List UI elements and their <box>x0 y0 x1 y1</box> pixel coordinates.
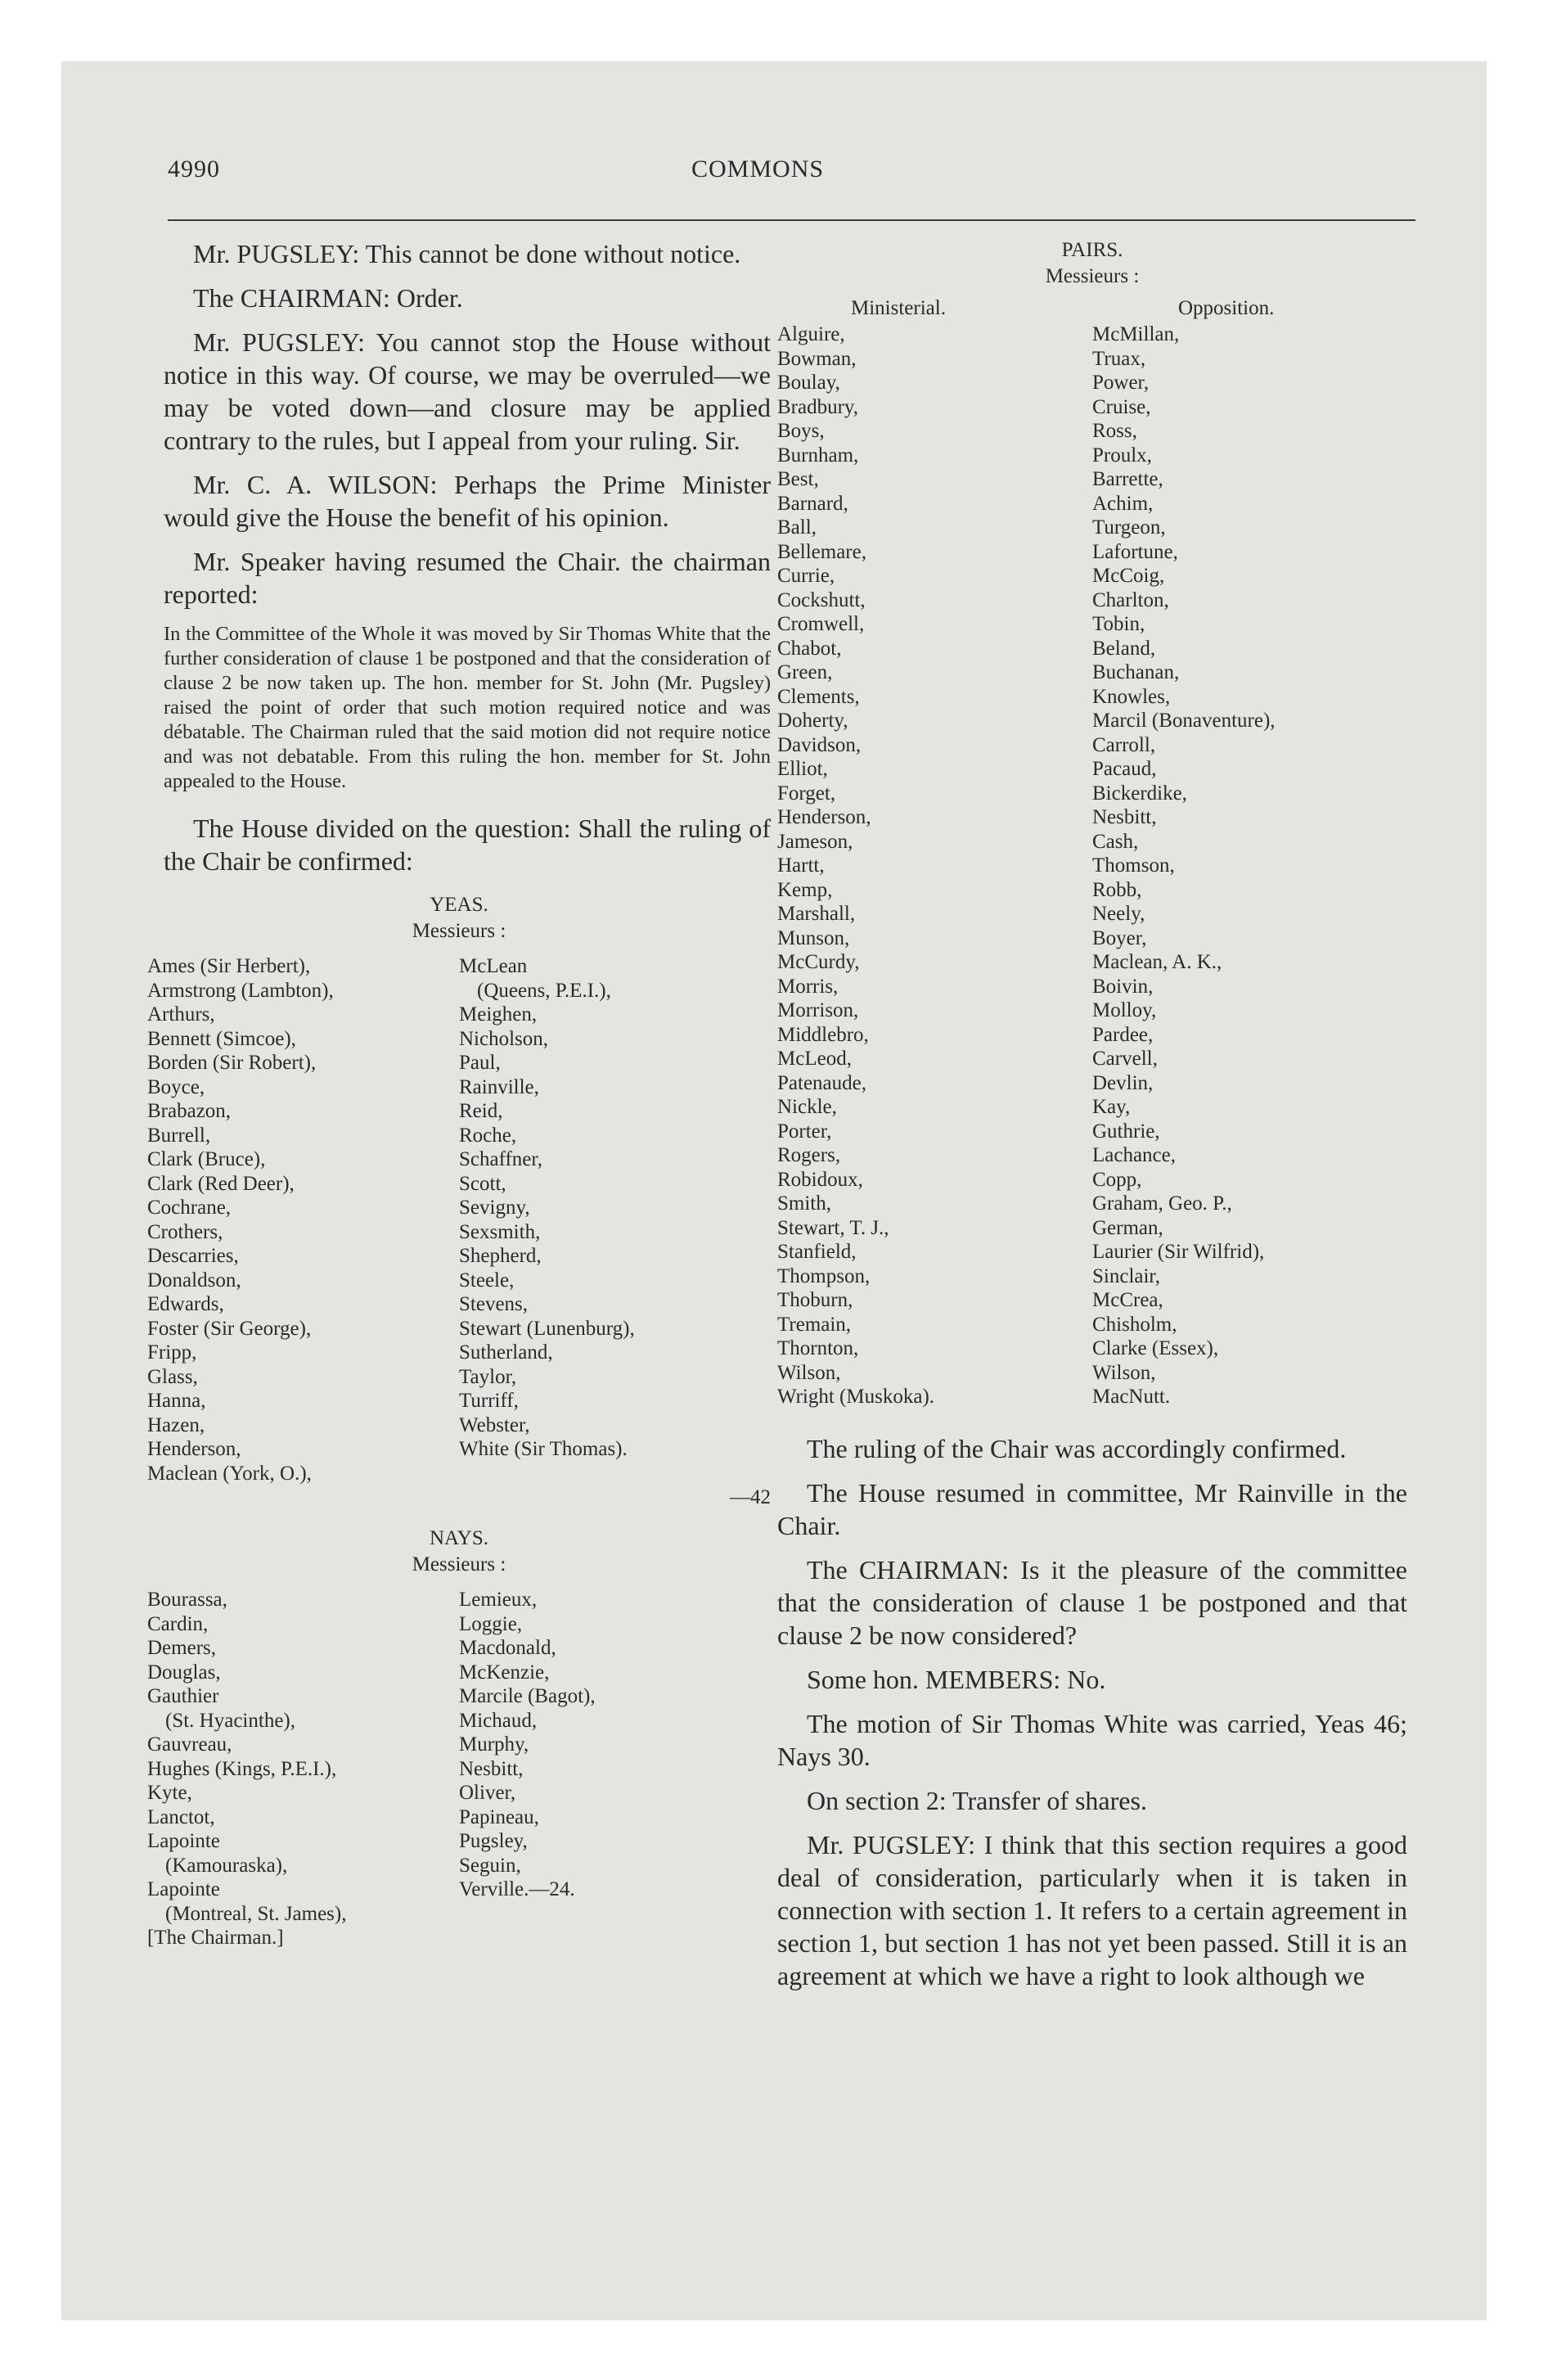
yea-member: Stewart (Lunenburg), <box>459 1317 635 1340</box>
opposition-member: Devlin, <box>1092 1071 1154 1094</box>
ministerial-member: Jameson, <box>777 830 853 853</box>
ministerial-label: Ministerial. <box>851 297 946 319</box>
yeas-list <box>147 954 771 1485</box>
yea-member: Brabazon, <box>147 1100 232 1122</box>
ministerial-member: Thompson, <box>777 1264 871 1287</box>
nay-member: McKenzie, <box>459 1661 550 1684</box>
ministerial-member: Forget, <box>777 782 836 805</box>
yeas-subheading: Messieurs : <box>412 920 506 942</box>
opposition-member: Lafortune, <box>1092 540 1178 563</box>
ministerial-member: Marshall, <box>777 903 856 925</box>
opposition-member: Boyer, <box>1092 926 1147 949</box>
ministerial-member: Middlebro, <box>777 1023 869 1046</box>
nay-member: [The Chairman.] <box>147 1927 284 1949</box>
opposition-member: Marcil (Bonaventure), <box>1092 710 1276 732</box>
yea-member: Glass, <box>147 1365 198 1388</box>
pairs-list <box>777 322 1407 1409</box>
ministerial-member: Henderson, <box>777 806 871 828</box>
opposition-member: Thomson, <box>1092 854 1175 877</box>
opposition-member: Proulx, <box>1092 444 1152 467</box>
nay-member: (Montreal, St. James), <box>165 1902 347 1925</box>
opposition-member: Copp, <box>1092 1168 1142 1191</box>
ministerial-member: Bowman, <box>777 347 857 370</box>
page-number: 4990 <box>168 156 220 183</box>
header-rule <box>168 219 1415 221</box>
paragraph: The motion of Sir Thomas White was carried, Yeas 46; Nays 30. <box>777 1708 1407 1771</box>
nay-member: Marcile (Bagot), <box>459 1685 596 1707</box>
nay-member: Lemieux, <box>459 1589 538 1611</box>
nay-member: Verville.—24. <box>459 1878 575 1900</box>
right-paragraphs <box>777 1432 1407 1992</box>
right-column <box>777 237 1407 2004</box>
nay-member: Oliver, <box>459 1782 516 1804</box>
yea-member: Boyce, <box>147 1075 205 1098</box>
paragraph: Mr. PUGSLEY: I think that this section requires a good deal of consideration, particularly when it is taken in connection with section 1. It refers to a certain agreement in section 1, but section 1 has not yet been passed. Still it is an agreement at which we have a right to look although we <box>777 1829 1407 1990</box>
ministerial-member: Kemp, <box>777 878 833 901</box>
ministerial-member: McLeod, <box>777 1048 852 1070</box>
yea-member: Foster (Sir George), <box>147 1317 312 1340</box>
yea-member: Meighen, <box>459 1003 538 1025</box>
opposition-member: Boivin, <box>1092 975 1154 998</box>
yea-member <box>459 1462 771 1486</box>
nays-list <box>147 1588 771 1950</box>
paragraph: Mr. PUGSLEY: This cannot be done without notice. <box>193 239 741 268</box>
opposition-member: Wilson, <box>1092 1361 1156 1384</box>
yea-member: Schaffner, <box>459 1148 542 1170</box>
nay-member: Cardin, <box>147 1612 209 1635</box>
yea-member: McLean <box>459 955 528 977</box>
ministerial-member: Best, <box>777 468 819 490</box>
yea-member: Edwards, <box>147 1293 224 1315</box>
paragraph: Mr. C. A. WILSON: Perhaps the Prime Minister would give the House the benefit of his opinion. <box>164 470 771 532</box>
yea-member: Sexsmith, <box>459 1220 541 1243</box>
yea-member: Henderson, <box>147 1438 241 1460</box>
opposition-member: Lachance, <box>1092 1144 1177 1166</box>
nay-member: Douglas, <box>147 1661 221 1684</box>
paragraph: The CHAIRMAN: Order. <box>193 283 463 313</box>
ministerial-member: Porter, <box>777 1120 832 1143</box>
yea-member: Scott, <box>459 1172 506 1195</box>
nays-heading: NAYS. <box>429 1527 489 1549</box>
yea-member: Webster, <box>459 1413 530 1436</box>
opposition-member: Achim, <box>1092 492 1154 515</box>
nay-member: Gauvreau, <box>147 1733 232 1756</box>
opposition-member: Carvell, <box>1092 1048 1158 1070</box>
yea-member: Sevigny, <box>459 1197 530 1219</box>
opposition-member: McMillan, <box>1092 323 1180 345</box>
yea-member: Hanna, <box>147 1390 206 1412</box>
nay-member: Michaud, <box>459 1709 538 1732</box>
yea-member: Bennett (Simcoe), <box>147 1027 296 1050</box>
nay-member: Pugsley, <box>459 1830 528 1852</box>
opposition-member: McCrea, <box>1092 1289 1163 1311</box>
ministerial-member: Cromwell, <box>777 613 865 635</box>
ministerial-member: Morrison, <box>777 999 859 1021</box>
ministerial-member: Alguire, <box>777 323 845 345</box>
opposition-member: German, <box>1092 1216 1163 1239</box>
opposition-member: Laurier (Sir Wilfrid), <box>1092 1241 1265 1263</box>
ministerial-member: Rogers, <box>777 1144 841 1166</box>
nay-member: Nesbitt, <box>459 1757 524 1780</box>
opposition-member: Nesbitt, <box>1092 806 1157 828</box>
yea-member: Steele, <box>459 1269 515 1291</box>
yea-member: Fripp, <box>147 1341 197 1364</box>
nay-member <box>459 1926 771 1950</box>
yea-member: Hazen, <box>147 1413 205 1436</box>
paragraph: On section 2: Transfer of shares. <box>807 1785 1147 1815</box>
opposition-member: Neely, <box>1092 903 1145 925</box>
yea-member: Clark (Bruce), <box>147 1148 266 1170</box>
nay-member: Lapointe <box>147 1830 220 1852</box>
yea-member: Turriff, <box>459 1390 519 1412</box>
opposition-member: Knowles, <box>1092 685 1171 708</box>
ministerial-member: Bellemare, <box>777 540 866 563</box>
ministerial-member: Wright (Muskoka). <box>777 1386 935 1408</box>
pairs-subheading: Messieurs : <box>1045 265 1140 287</box>
opposition-member: Beland, <box>1092 637 1156 660</box>
ministerial-member: Smith, <box>777 1192 831 1215</box>
nay-member: Loggie, <box>459 1612 523 1635</box>
opposition-member: Cruise, <box>1092 395 1151 418</box>
ministerial-member: Clements, <box>777 685 860 708</box>
opposition-member: Guthrie, <box>1092 1120 1160 1143</box>
division-question: The House divided on the question: Shall the ruling of the Chair be confirmed: <box>164 814 771 876</box>
nay-member: (Kamouraska), <box>165 1854 288 1877</box>
opposition-member: Chisholm, <box>1092 1313 1177 1336</box>
ministerial-member: Robidoux, <box>777 1168 863 1191</box>
opposition-member: Turgeon, <box>1092 516 1166 539</box>
ministerial-member: Green, <box>777 661 833 683</box>
paragraph: The ruling of the Chair was accordingly confirmed. <box>807 1433 1347 1463</box>
yeas-total: —42 <box>730 1486 771 1508</box>
ministerial-member: Barnard, <box>777 492 848 515</box>
ministerial-member: Boys, <box>777 420 825 442</box>
ministerial-member: Stewart, T. J., <box>777 1216 889 1239</box>
yea-member: Borden (Sir Robert), <box>147 1052 317 1074</box>
yea-member: Paul, <box>459 1052 501 1074</box>
ministerial-member: Morris, <box>777 975 839 998</box>
yea-member: Roche, <box>459 1124 517 1147</box>
nay-member: Kyte, <box>147 1782 192 1804</box>
opposition-member: McCoig, <box>1092 565 1165 587</box>
ministerial-member: Hartt, <box>777 854 825 877</box>
ministerial-member: Nickle, <box>777 1096 837 1118</box>
running-title: COMMONS <box>691 156 825 183</box>
left-column <box>147 237 771 1950</box>
opposition-member: Carroll, <box>1092 733 1156 756</box>
opposition-member: Cash, <box>1092 830 1139 853</box>
opposition-member: Power, <box>1092 372 1150 394</box>
nay-member: Seguin, <box>459 1854 521 1877</box>
ministerial-member: Patenaude, <box>777 1071 866 1094</box>
yea-member: Crothers, <box>147 1220 223 1243</box>
yea-member: Descarries, <box>147 1245 239 1267</box>
opposition-label: Opposition. <box>1178 297 1275 319</box>
opposition-member: Pacaud, <box>1092 758 1157 780</box>
nay-member: Murphy, <box>459 1733 529 1756</box>
nay-member <box>459 1902 771 1927</box>
nay-member: (St. Hyacinthe), <box>165 1709 295 1732</box>
nays-subheading: Messieurs : <box>412 1553 506 1575</box>
committee-report: In the Committee of the Whole it was moved by Sir Thomas White that the further consideration of clause 1 be postponed and that the consideration of clause 2 be now taken up. The hon. member for St. John (Mr. Pugsley) raised the point of order that such motion required notice and was débatable. The Chairman ruled that the said motion did not require notice and was not debatable. From this ruling the hon. member for St. John appealed to the House. <box>164 623 771 792</box>
ministerial-member: Cockshutt, <box>777 588 866 611</box>
yea-member: Stevens, <box>459 1293 529 1315</box>
ministerial-member: Munson, <box>777 926 850 949</box>
opposition-member: MacNutt. <box>1092 1386 1171 1408</box>
paragraph: The House resumed in committee, Mr Rainville in the Chair. <box>777 1477 1407 1540</box>
ministerial-member: Boulay, <box>777 372 840 394</box>
opposition-member: Bickerdike, <box>1092 782 1187 805</box>
opposition-member: Sinclair, <box>1092 1264 1161 1287</box>
nay-member: Papineau, <box>459 1805 539 1828</box>
yea-member: Nicholson, <box>459 1027 549 1050</box>
yea-member: White (Sir Thomas). <box>459 1438 628 1460</box>
yea-member: Cochrane, <box>147 1197 232 1219</box>
ministerial-member: Elliot, <box>777 758 828 780</box>
opposition-member: Maclean, A. K., <box>1092 951 1222 973</box>
nay-member: Bourassa, <box>147 1589 227 1611</box>
yea-member: Reid, <box>459 1100 503 1122</box>
nay-member: Hughes (Kings, P.E.I.), <box>147 1757 337 1780</box>
yea-member: Burrell, <box>147 1124 211 1147</box>
nay-member: Gauthier <box>147 1685 219 1707</box>
ministerial-member: Burnham, <box>777 444 859 467</box>
ministerial-member: Davidson, <box>777 733 862 756</box>
nay-member: Lanctot, <box>147 1805 215 1828</box>
ministerial-member: Thornton, <box>777 1337 859 1359</box>
opposition-member: Robb, <box>1092 878 1142 901</box>
opposition-member: Tobin, <box>1092 613 1145 635</box>
opposition-member: Truax, <box>1092 347 1146 370</box>
ministerial-member: Stanfield, <box>777 1241 857 1263</box>
nay-member: Demers, <box>147 1637 216 1659</box>
yea-member: Taylor, <box>459 1365 517 1388</box>
opposition-member: Barrette, <box>1092 468 1163 490</box>
yea-member: Maclean (York, O.), <box>147 1462 312 1485</box>
yeas-heading: YEAS. <box>430 894 488 916</box>
ministerial-member: Currie, <box>777 565 835 587</box>
opposition-member: Buchanan, <box>1092 661 1180 683</box>
yea-member: Rainville, <box>459 1075 539 1098</box>
opposition-member: Kay, <box>1092 1096 1131 1118</box>
opposition-member: Charlton, <box>1092 588 1169 611</box>
yea-member: Clark (Red Deer), <box>147 1172 295 1195</box>
paragraph: Mr. Speaker having resumed the Chair. the chairman reported: <box>164 547 771 609</box>
nay-member: Macdonald, <box>459 1637 556 1659</box>
opposition-member: Graham, Geo. P., <box>1092 1192 1232 1215</box>
yea-member: Arthurs, <box>147 1003 215 1025</box>
ministerial-member: Ball, <box>777 516 817 539</box>
ministerial-member: Wilson, <box>777 1361 841 1384</box>
opposition-member: Ross, <box>1092 420 1137 442</box>
yea-member: Donaldson, <box>147 1269 241 1291</box>
yea-member: Ames (Sir Herbert), <box>147 955 311 977</box>
page-header <box>168 156 1411 188</box>
ministerial-member: Thoburn, <box>777 1289 853 1311</box>
paragraph: Mr. PUGSLEY: You cannot stop the House without notice in this way. Of course, we may be overruled—we may be voted down—and closure may be applied contrary to the rules, but I appeal from your ruling. Sir. <box>164 327 771 455</box>
ministerial-member: Doherty, <box>777 710 848 732</box>
opposition-member: Molloy, <box>1092 999 1157 1021</box>
paragraph: Some hon. MEMBERS: No. <box>807 1664 1106 1694</box>
nay-member: Lapointe <box>147 1878 220 1900</box>
ministerial-member: Tremain, <box>777 1313 852 1336</box>
yea-member: (Queens, P.E.I.), <box>477 979 611 1002</box>
yea-member: Armstrong (Lambton), <box>147 979 334 1002</box>
ministerial-member: Bradbury, <box>777 395 859 418</box>
opposition-member: Pardee, <box>1092 1023 1154 1046</box>
yea-member: Sutherland, <box>459 1341 553 1364</box>
opposition-member: Clarke (Essex), <box>1092 1337 1219 1359</box>
pairs-heading: PAIRS. <box>1061 239 1123 261</box>
ministerial-member: Chabot, <box>777 637 842 660</box>
paragraph: The CHAIRMAN: Is it the pleasure of the committee that the consideration of clause 1 be postponed and that clause 2 be now considered? <box>777 1554 1407 1650</box>
yea-member: Shepherd, <box>459 1245 542 1267</box>
ministerial-member: McCurdy, <box>777 951 860 973</box>
